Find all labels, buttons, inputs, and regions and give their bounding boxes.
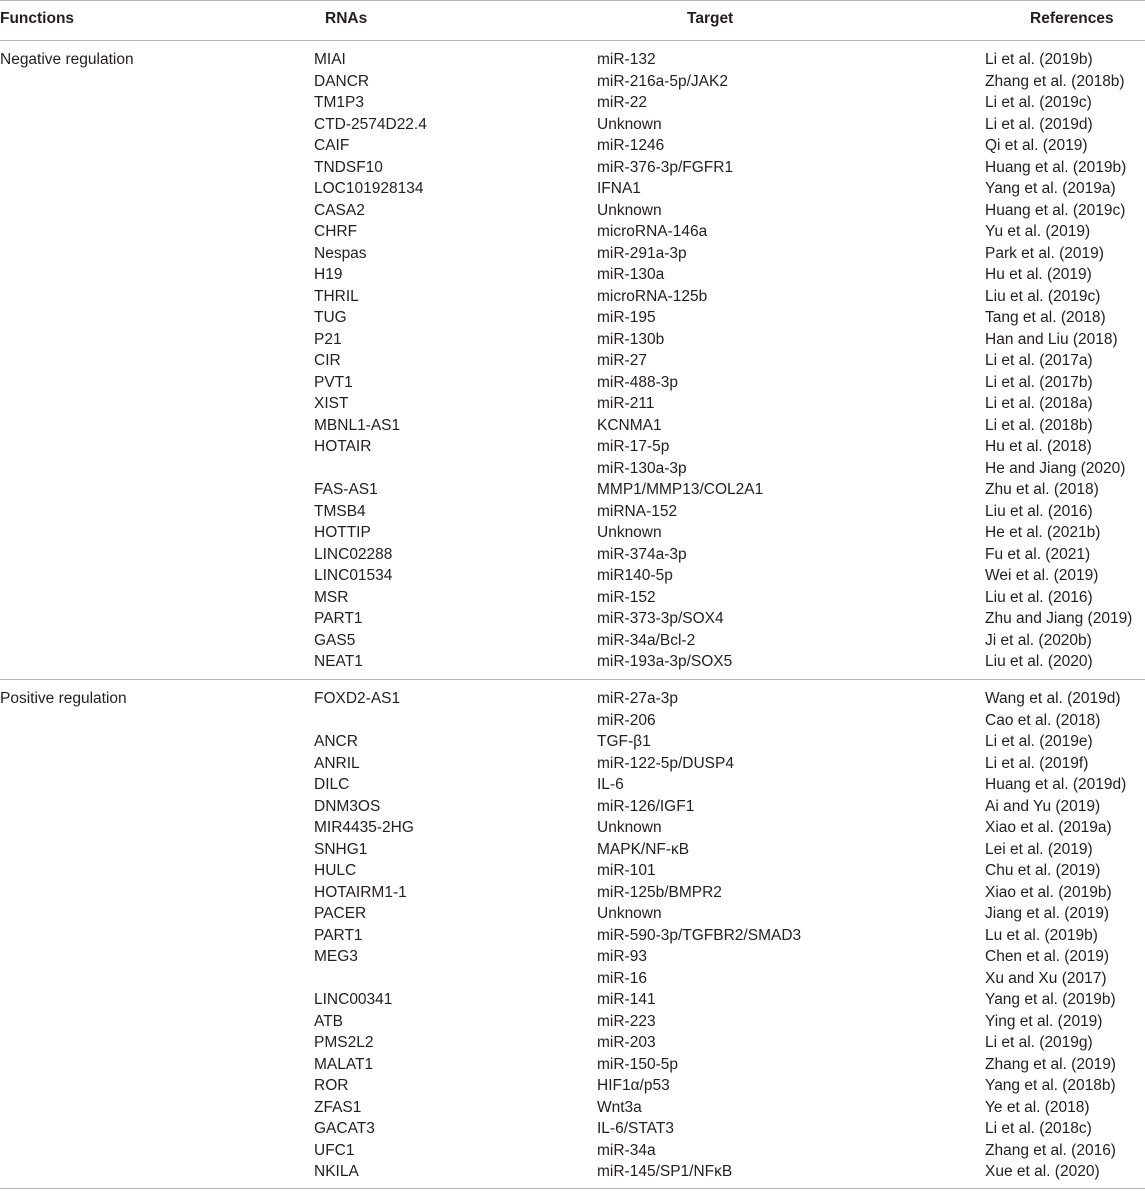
target-cell: miR-27 xyxy=(597,352,647,369)
rna-cell: DNM3OS xyxy=(314,797,381,815)
rna-cell: PACER xyxy=(314,905,367,922)
bottom-rule xyxy=(0,1188,1145,1189)
reference-cell: Cao et al. (2018) xyxy=(985,711,1101,729)
table-header xyxy=(0,0,1145,40)
table-row xyxy=(0,651,1145,673)
table-row xyxy=(0,1032,1145,1054)
rna-cell: CASA2 xyxy=(314,201,365,219)
target-cell: miR-216a-5p/JAK2 xyxy=(597,72,728,90)
table-row xyxy=(0,1118,1145,1140)
target-cell: miR-150-5p xyxy=(597,1055,678,1073)
reference-cell: Huang et al. (2019c) xyxy=(985,201,1126,219)
header-rnas: RNAs xyxy=(325,10,368,27)
table-row xyxy=(0,925,1145,947)
reference-cell: Fu et al. (2021) xyxy=(985,545,1091,563)
reference-cell: Zhang et al. (2018b) xyxy=(985,72,1125,90)
rna-cell: PART1 xyxy=(314,926,363,944)
table-row xyxy=(0,458,1145,480)
table-row xyxy=(0,903,1145,925)
target-cell: miR-590-3p/TGFBR2/SMAD3 xyxy=(597,926,802,944)
header-rule xyxy=(0,40,1145,41)
reference-cell: Hu et al. (2019) xyxy=(985,266,1092,283)
header-target: Target xyxy=(687,10,734,27)
rna-cell: XIST xyxy=(314,395,349,412)
target-cell: miR-374a-3p xyxy=(597,545,687,563)
target-cell: Unknown xyxy=(597,115,662,133)
table-row xyxy=(0,286,1145,308)
rna-cell: TMSB4 xyxy=(314,502,366,520)
table-row xyxy=(0,753,1145,775)
target-cell: miR-130b xyxy=(597,330,665,348)
table-row xyxy=(0,393,1145,415)
reference-cell: Yang et al. (2019a) xyxy=(985,180,1116,197)
target-cell: miR-34a xyxy=(597,1141,656,1159)
target-cell: miR-125b/BMPR2 xyxy=(597,883,722,901)
reference-cell: Li et al. (2019d) xyxy=(985,115,1093,133)
rna-cell: MIR4435-2HG xyxy=(314,819,414,836)
table-row xyxy=(0,968,1145,990)
reference-cell: Xiao et al. (2019a) xyxy=(985,819,1112,836)
reference-cell: Yu et al. (2019) xyxy=(985,223,1091,240)
rna-cell: UFC1 xyxy=(314,1141,355,1159)
reference-cell: Liu et al. (2016) xyxy=(985,588,1093,606)
rna-cell: THRIL xyxy=(314,287,359,305)
section-divider-rule xyxy=(0,679,1145,680)
reference-cell: Tang et al. (2018) xyxy=(985,309,1106,326)
table-row xyxy=(0,774,1145,796)
rna-cell: HOTAIR xyxy=(314,438,372,455)
reference-cell: Li et al. (2017a) xyxy=(985,352,1093,369)
reference-cell: Yang et al. (2019b) xyxy=(985,991,1116,1008)
target-cell: miR-193a-3p/SOX5 xyxy=(597,653,733,670)
table-row xyxy=(0,688,1145,710)
rna-cell: LINC01534 xyxy=(314,567,393,584)
rna-cell: HULC xyxy=(314,862,357,879)
reference-cell: Zhu et al. (2018) xyxy=(985,481,1099,498)
rna-cell: CAIF xyxy=(314,137,350,154)
reference-cell: Ye et al. (2018) xyxy=(985,1098,1090,1116)
target-cell: miR-101 xyxy=(597,862,656,879)
table-row xyxy=(0,415,1145,437)
target-cell: MAPK/NF-κB xyxy=(597,840,690,858)
header-functions: Functions xyxy=(0,10,75,27)
table-row xyxy=(0,1140,1145,1162)
rna-cell: P21 xyxy=(314,330,342,348)
table-row xyxy=(0,710,1145,732)
reference-cell: Li et al. (2017b) xyxy=(985,373,1093,391)
table-row xyxy=(0,329,1145,351)
rna-cell: TNDSF10 xyxy=(314,158,383,176)
group-label: Positive regulation xyxy=(0,690,127,707)
table-row xyxy=(0,92,1145,114)
rna-cell: ANCR xyxy=(314,733,358,750)
target-cell: miR-1246 xyxy=(597,137,665,154)
target-cell: miR140-5p xyxy=(597,567,673,584)
reference-cell: Xue et al. (2020) xyxy=(985,1163,1100,1180)
rna-cell: NEAT1 xyxy=(314,653,363,670)
reference-cell: Huang et al. (2019d) xyxy=(985,776,1127,793)
target-cell: miR-122-5p/DUSP4 xyxy=(597,754,734,772)
rna-cell: MBNL1-AS1 xyxy=(314,416,401,434)
reference-cell: Han and Liu (2018) xyxy=(985,330,1118,348)
table-row xyxy=(0,1097,1145,1119)
table-row xyxy=(0,796,1145,818)
reference-cell: Ying et al. (2019) xyxy=(985,1012,1103,1030)
target-cell: miR-145/SP1/NFκB xyxy=(597,1163,733,1180)
reference-cell: Xiao et al. (2019b) xyxy=(985,883,1112,901)
reference-cell: Li et al. (2018a) xyxy=(985,395,1093,412)
target-cell: microRNA-125b xyxy=(597,287,708,305)
rna-cell: PART1 xyxy=(314,610,363,627)
rna-cell: DANCR xyxy=(314,72,370,90)
table-row xyxy=(0,946,1145,968)
rna-cell: LOC101928134 xyxy=(314,180,424,197)
target-cell: miR-132 xyxy=(597,51,656,68)
table-row xyxy=(0,501,1145,523)
target-cell: miR-130a-3p xyxy=(597,459,687,477)
table-row xyxy=(0,264,1145,286)
reference-cell: Liu et al. (2020) xyxy=(985,653,1093,670)
reference-cell: Ji et al. (2020b) xyxy=(985,631,1092,649)
reference-cell: Chen et al. (2019) xyxy=(985,948,1110,965)
target-cell: miR-34a/Bcl-2 xyxy=(597,631,696,649)
target-cell: miR-195 xyxy=(597,309,656,326)
target-cell: Unknown xyxy=(597,819,662,836)
table-row xyxy=(0,135,1145,157)
reference-cell: Liu et al. (2019c) xyxy=(985,287,1101,305)
table-row xyxy=(0,989,1145,1011)
rna-cell: FAS-AS1 xyxy=(314,481,378,498)
reference-cell: Li et al. (2019e) xyxy=(985,733,1093,750)
rna-cell: ANRIL xyxy=(314,754,360,772)
rna-cell: MEG3 xyxy=(314,948,358,965)
rna-cell: MSR xyxy=(314,588,349,606)
rna-cell: MALAT1 xyxy=(314,1055,374,1073)
target-cell: Unknown xyxy=(597,524,662,541)
target-cell: miR-376-3p/FGFR1 xyxy=(597,158,734,176)
rna-cell: GACAT3 xyxy=(314,1120,375,1137)
target-cell: miR-206 xyxy=(597,711,656,729)
target-cell: miR-373-3p/SOX4 xyxy=(597,610,724,627)
target-cell: miR-27a-3p xyxy=(597,690,678,707)
table-row xyxy=(0,882,1145,904)
rna-cell: HOTTIP xyxy=(314,524,371,541)
reference-cell: Li et al. (2018b) xyxy=(985,416,1093,434)
target-cell: miR-203 xyxy=(597,1034,656,1051)
table-row xyxy=(0,372,1145,394)
table-row xyxy=(0,114,1145,136)
header-references: References xyxy=(1030,10,1114,27)
table-row xyxy=(0,731,1145,753)
rna-cell: DILC xyxy=(314,776,350,793)
table-row xyxy=(0,544,1145,566)
table-row xyxy=(0,522,1145,544)
rna-cell: TUG xyxy=(314,309,347,326)
reference-cell: Li et al. (2018c) xyxy=(985,1120,1092,1137)
target-cell: Unknown xyxy=(597,905,662,922)
table-row xyxy=(0,436,1145,458)
target-cell: miR-223 xyxy=(597,1012,656,1030)
target-cell: IFNA1 xyxy=(597,180,641,197)
table-row xyxy=(0,221,1145,243)
table-row xyxy=(0,71,1145,93)
target-cell: TGF-β1 xyxy=(597,733,651,750)
rna-cell: SNHG1 xyxy=(314,840,368,858)
target-cell: miR-130a xyxy=(597,266,665,283)
table-row xyxy=(0,565,1145,587)
reference-cell: Park et al. (2019) xyxy=(985,244,1104,262)
reference-cell: Lu et al. (2019b) xyxy=(985,926,1098,944)
rna-cell: MIAI xyxy=(314,51,346,68)
table-row xyxy=(0,350,1145,372)
target-cell: miRNA-152 xyxy=(597,502,678,520)
reference-cell: Li et al. (2019b) xyxy=(985,51,1093,68)
table-row xyxy=(0,817,1145,839)
reference-cell: Wang et al. (2019d) xyxy=(985,690,1121,707)
reference-cell: Li et al. (2019g) xyxy=(985,1034,1093,1051)
reference-cell: Li et al. (2019c) xyxy=(985,94,1092,111)
rna-cell: GAS5 xyxy=(314,631,356,649)
reference-cell: Jiang et al. (2019) xyxy=(985,905,1110,922)
table-row xyxy=(0,200,1145,222)
table-row xyxy=(0,1075,1145,1097)
reference-cell: Lei et al. (2019) xyxy=(985,840,1093,858)
reference-cell: Hu et al. (2018) xyxy=(985,438,1092,455)
rna-cell: HOTAIRM1-1 xyxy=(314,883,407,901)
reference-cell: Huang et al. (2019b) xyxy=(985,158,1127,176)
rna-cell: H19 xyxy=(314,266,343,283)
table-row xyxy=(0,307,1145,329)
target-cell: miR-93 xyxy=(597,948,647,965)
target-cell: miR-16 xyxy=(597,969,647,987)
target-cell: miR-488-3p xyxy=(597,373,678,391)
reference-cell: Qi et al. (2019) xyxy=(985,137,1088,154)
rna-cell: NKILA xyxy=(314,1163,359,1180)
target-cell: miR-291a-3p xyxy=(597,244,687,262)
table-row xyxy=(0,49,1145,71)
reference-cell: Wei et al. (2019) xyxy=(985,567,1099,584)
target-cell: miR-126/IGF1 xyxy=(597,797,695,815)
target-cell: microRNA-146a xyxy=(597,223,708,240)
reference-cell: Liu et al. (2016) xyxy=(985,502,1093,520)
table-row xyxy=(0,1011,1145,1033)
reference-cell: Zhang et al. (2016) xyxy=(985,1141,1116,1159)
target-cell: miR-141 xyxy=(597,991,656,1008)
rna-cell: CTD-2574D22.4 xyxy=(314,115,427,133)
reference-cell: Zhu and Jiang (2019) xyxy=(985,610,1133,627)
reference-cell: He et al. (2021b) xyxy=(985,524,1101,541)
table-row xyxy=(0,1161,1145,1183)
rna-cell: LINC02288 xyxy=(314,545,393,563)
rna-cell: PMS2L2 xyxy=(314,1034,374,1051)
rna-cell: ZFAS1 xyxy=(314,1098,362,1116)
target-cell: Unknown xyxy=(597,201,662,219)
target-cell: Wnt3a xyxy=(597,1098,642,1116)
target-cell: IL-6 xyxy=(597,776,624,793)
table-row xyxy=(0,608,1145,630)
table-row xyxy=(0,860,1145,882)
target-cell: miR-17-5p xyxy=(597,438,670,455)
target-cell: miR-211 xyxy=(597,395,655,412)
table-row xyxy=(0,157,1145,179)
table-row xyxy=(0,1054,1145,1076)
table-row xyxy=(0,587,1145,609)
target-cell: HIF1α/p53 xyxy=(597,1077,670,1094)
rna-cell: CIR xyxy=(314,352,341,369)
table-row xyxy=(0,630,1145,652)
table-row xyxy=(0,839,1145,861)
reference-cell: Zhang et al. (2019) xyxy=(985,1055,1116,1073)
reference-cell: Yang et al. (2018b) xyxy=(985,1077,1116,1094)
reference-cell: Ai and Yu (2019) xyxy=(985,797,1101,815)
reference-cell: Xu and Xu (2017) xyxy=(985,969,1107,987)
target-cell: miR-22 xyxy=(597,94,647,111)
target-cell: IL-6/STAT3 xyxy=(597,1120,674,1137)
rna-cell: ROR xyxy=(314,1077,349,1094)
table-row xyxy=(0,479,1145,501)
table-row xyxy=(0,178,1145,200)
reference-cell: He and Jiang (2020) xyxy=(985,459,1126,477)
rna-cell: Nespas xyxy=(314,244,367,262)
table-row xyxy=(0,243,1145,265)
rna-cell: TM1P3 xyxy=(314,94,364,111)
target-cell: MMP1/MMP13/COL2A1 xyxy=(597,481,764,498)
reference-cell: Chu et al. (2019) xyxy=(985,862,1101,879)
rna-cell: ATB xyxy=(314,1012,343,1030)
reference-cell: Li et al. (2019f) xyxy=(985,754,1089,772)
group-label: Negative regulation xyxy=(0,51,134,68)
target-cell: KCNMA1 xyxy=(597,416,662,434)
rna-cell: CHRF xyxy=(314,223,358,240)
rna-cell: FOXD2-AS1 xyxy=(314,690,401,707)
target-cell: miR-152 xyxy=(597,588,656,606)
rna-cell: LINC00341 xyxy=(314,991,393,1008)
rna-cell: PVT1 xyxy=(314,373,353,391)
